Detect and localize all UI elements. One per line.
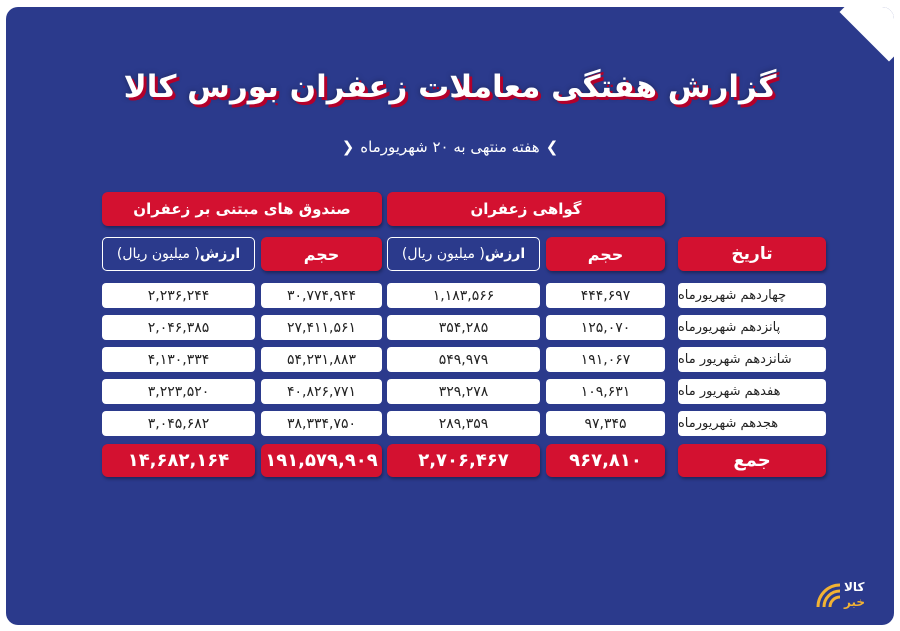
group-certificate: گواهی زعفران bbox=[387, 192, 665, 226]
row-date: هفدهم شهریور ماه bbox=[678, 379, 826, 404]
row-date: شانزدهم شهریور ماه bbox=[678, 347, 826, 372]
svg-text:کالا: کالا bbox=[844, 580, 865, 594]
row-cert-volume: ۹۷,۳۴۵ bbox=[546, 411, 665, 436]
row-fund-volume: ۲۷,۴۱۱,۵۶۱ bbox=[261, 315, 382, 340]
row-cert-value: ۱,۱۸۳,۵۶۶ bbox=[387, 283, 540, 308]
svg-text:خبر: خبر bbox=[844, 595, 866, 609]
subtitle-text: هفته منتهی به ۲۰ شهریورماه bbox=[360, 138, 540, 156]
row-cert-value: ۵۴۹,۹۷۹ bbox=[387, 347, 540, 372]
row-fund-value: ۲,۲۳۶,۲۴۴ bbox=[102, 283, 255, 308]
row-fund-volume: ۳۰,۷۷۴,۹۴۴ bbox=[261, 283, 382, 308]
total-cert-value: ۲,۷۰۶,۴۶۷ bbox=[387, 444, 540, 477]
row-cert-value: ۲۸۹,۳۵۹ bbox=[387, 411, 540, 436]
group-fund: صندوق های مبتنی بر زعفران bbox=[102, 192, 382, 226]
header-fund-value bbox=[102, 237, 255, 271]
report-title: گزارش هفتگی معاملات زعفران بورس کالا bbox=[123, 69, 777, 105]
kalakhabar-logo bbox=[814, 571, 876, 611]
row-fund-value: ۳,۲۲۳,۵۲۰ bbox=[102, 379, 255, 404]
row-fund-value: ۳,۰۴۵,۶۸۲ bbox=[102, 411, 255, 436]
row-cert-volume: ۱۰۹,۶۳۱ bbox=[546, 379, 665, 404]
row-date: پانزدهم شهریورماه bbox=[678, 315, 826, 340]
row-fund-value: ۴,۱۳۰,۳۳۴ bbox=[102, 347, 255, 372]
total-fund-volume: ۱۹۱,۵۷۹,۹۰۹ bbox=[261, 444, 382, 477]
value-unit: ( میلیون ریال) bbox=[116, 246, 200, 262]
header-cert-volume: حجم bbox=[546, 237, 665, 271]
row-cert-volume: ۴۴۴,۶۹۷ bbox=[546, 283, 665, 308]
row-cert-volume: ۱۹۱,۰۶۷ bbox=[546, 347, 665, 372]
header-fund-volume: حجم bbox=[261, 237, 382, 271]
report-card bbox=[6, 7, 894, 625]
row-cert-value: ۳۲۹,۲۷۸ bbox=[387, 379, 540, 404]
value-label: ارزش bbox=[484, 246, 526, 262]
total-label: جمع bbox=[678, 444, 826, 477]
header-date: تاریخ bbox=[678, 237, 826, 271]
row-fund-value: ۲,۰۴۶,۳۸۵ bbox=[102, 315, 255, 340]
row-date: هجدهم شهریورماه bbox=[678, 411, 826, 436]
total-cert-volume: ۹۶۷,۸۱۰ bbox=[546, 444, 665, 477]
value-unit: ( میلیون ریال) bbox=[401, 246, 485, 262]
row-date: چهاردهم شهریورماه bbox=[678, 283, 826, 308]
row-cert-volume: ۱۲۵,۰۷۰ bbox=[546, 315, 665, 340]
row-fund-volume: ۴۰,۸۲۶,۷۷۱ bbox=[261, 379, 382, 404]
corner-notch bbox=[840, 7, 894, 61]
report-subtitle: ❯هفته منتهی به ۲۰ شهریورماه❮ bbox=[341, 138, 559, 156]
total-fund-value: ۱۴,۶۸۲,۱۶۴ bbox=[102, 444, 255, 477]
header-cert-value bbox=[387, 237, 540, 271]
row-cert-value: ۳۵۴,۲۸۵ bbox=[387, 315, 540, 340]
row-fund-volume: ۵۴,۲۳۱,۸۸۳ bbox=[261, 347, 382, 372]
row-fund-volume: ۳۸,۳۳۴,۷۵۰ bbox=[261, 411, 382, 436]
value-label: ارزش bbox=[199, 246, 241, 262]
